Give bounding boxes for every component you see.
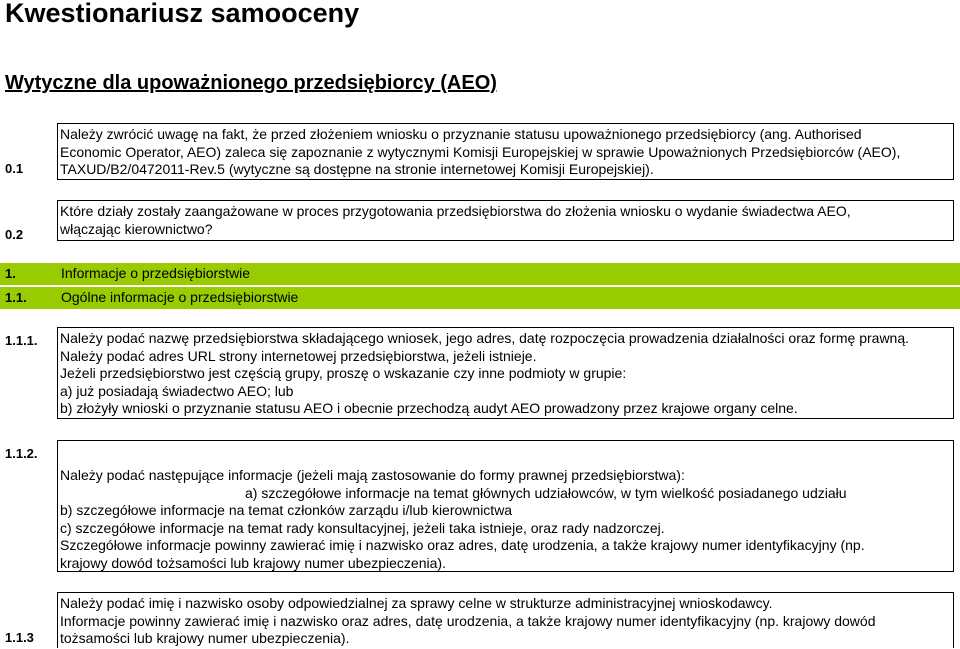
section-header xyxy=(0,263,960,285)
question-line: krajowy dowód tożsamości lub krajowy numer ubezpieczenia). xyxy=(60,554,446,571)
page-subtitle: Wytyczne dla upoważnionego przedsiębiorcy (AEO) xyxy=(5,72,497,94)
section-line: włączając kierownictwo? xyxy=(60,220,213,237)
question-line: Należy podać następujące informacje (jeżeli mają zastosowanie do formy prawnej przedsiębiorstwa): xyxy=(60,467,685,483)
section-line: Które działy zostały zaangażowane w proces przygotowania przedsiębiorstwa do złożenia wniosku o wydanie świadectwa AEO, xyxy=(60,203,851,219)
section-line: Economic Operator, AEO) zaleca się zapoznanie z wytycznymi Komisji Europejskiej w sprawie Upoważnionych Przedsiębiorców (AEO), xyxy=(60,143,901,160)
question-line: b) szczegółowe informacje na temat członków zarządu i/lub kierownictwa xyxy=(60,502,513,518)
section-header-number: 1. xyxy=(5,266,16,281)
section-line: TAXUD/B2/0472011-Rev.5 (wytyczne są dostępne na stronie internetowej Komisji Europejskiej). xyxy=(60,161,654,177)
section-box xyxy=(57,123,954,180)
question-number: 1.1.2. xyxy=(5,446,38,461)
question-line: Informacje powinny zawierać imię i nazwisko oraz adres, datę urodzenia, a także krajowy numer identyfikacyjny (np. krajowy dowód xyxy=(60,612,876,629)
question-number: 1.1.1. xyxy=(5,333,38,348)
section-number: 0.2 xyxy=(5,227,24,242)
subsection-header-label: Ogólne informacje o przedsiębiorstwie xyxy=(61,289,299,305)
question-box xyxy=(57,327,954,419)
subsection-header xyxy=(0,287,960,309)
section-line: Należy zwrócić uwagę na fakt, że przed złożeniem wniosku o przyznanie statusu upoważnionego przedsiębiorcy (ang. Authorised xyxy=(60,126,862,142)
question-line: a) szczegółowe informacje na temat głównych udziałowców, w tym wielkość posiadanego udziału xyxy=(245,484,847,501)
question-line: tożsamości lub krajowy numer ubezpieczenia). xyxy=(60,630,350,646)
question-line: Należy podać adres URL strony internetowej przedsiębiorstwa, jeżeli istnieje. xyxy=(60,347,537,364)
section-box xyxy=(57,200,954,241)
question-line: b) złożyły wnioski o przyznanie statusu AEO i obecnie przechodzą audyt AEO prowadzony przez krajowe organy celne. xyxy=(60,400,798,416)
question-line: Należy podać imię i nazwisko osoby odpowiedzialnej za sprawy celne w strukturze administracyjnej wnioskodawcy. xyxy=(60,595,773,611)
question-line: Jeżeli przedsiębiorstwo jest częścią grupy, proszę o wskazanie czy inne podmioty w grupie: xyxy=(60,365,627,381)
question-line: a) już posiadają świadectwo AEO; lub xyxy=(60,382,294,399)
question-line: Należy podać nazwę przedsiębiorstwa składającego wniosek, jego adres, datę rozpoczęcia prowadzenia działalności oraz formę prawną. xyxy=(60,330,910,346)
question-box xyxy=(57,592,954,648)
question-line: Szczegółowe informacje powinny zawierać imię i nazwisko oraz adres, datę urodzenia, a także krajowy numer identyfikacyjny (np. xyxy=(60,537,865,553)
question-box xyxy=(57,440,954,572)
page-title: Kwestionariusz samooceny xyxy=(5,0,360,28)
section-number: 0.1 xyxy=(5,161,24,176)
question-number: 1.1.3 xyxy=(5,630,34,645)
subsection-header-number: 1.1. xyxy=(5,290,27,305)
question-line: c) szczegółowe informacje na temat rady konsultacyjnej, jeżeli taka istnieje, oraz rady nadzorczej. xyxy=(60,519,665,536)
section-header-label: Informacje o przedsiębiorstwie xyxy=(61,265,251,281)
